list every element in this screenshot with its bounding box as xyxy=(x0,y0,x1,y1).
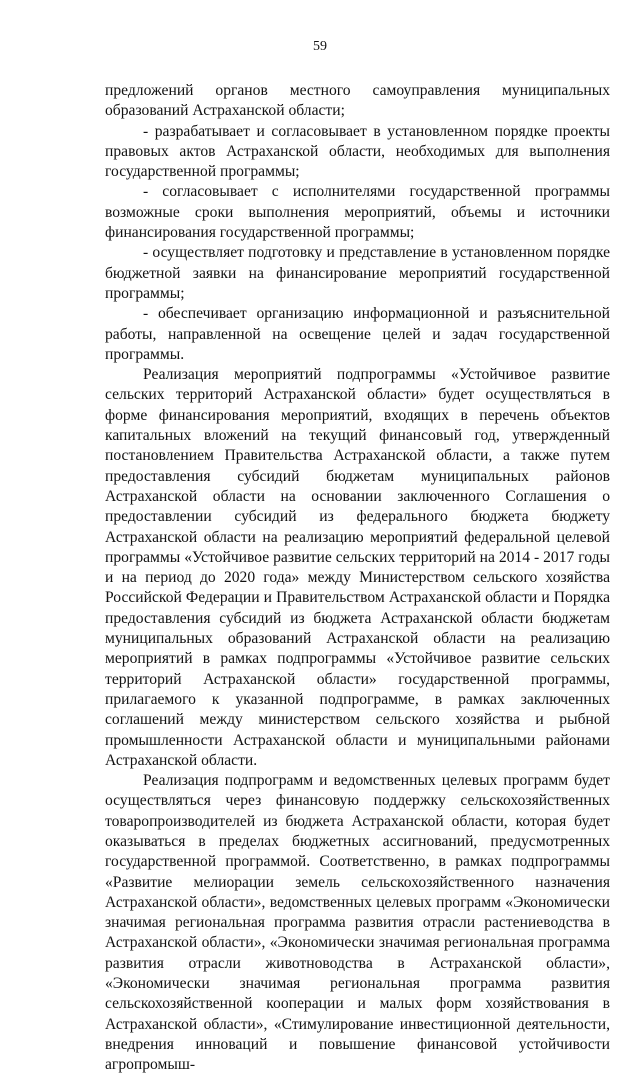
paragraph-list-item-develops-acts: - разрабатывает и согласовывает в установленном порядке проекты правовых актов Астраханской области, необходимых для выполнения государственной программы; xyxy=(105,122,610,181)
paragraph-list-item-agrees-terms: - согласовывает с исполнителями государственной программы возможные сроки выполнения мероприятий, объемы и источники финансирования государственной программы; xyxy=(105,183,610,242)
paragraph-subprograms-implementation: Реализация подпрограмм и ведомственных целевых программ будет осуществляться через финансовую поддержку сельскохозяйственных товаропроизводителей из бюджета Астраханской области, которая будет оказываться в пределах бюджетных ассигнований, предусмотренных государственной программой. Соответственно, в рамках подпрограммы «Развитие мелиорации земель сельскохозяйственного назначения Астраханской области», ведомственных целевых программ «Экономически значимая региональная программа развития отрасли растениеводства в Астраханской области», «Экономически значимая региональная программа развития отрасли животноводства в Астраханской области», «Экономически значимая региональная программа развития сельскохозяйственной кооперации и малых форм хозяйствования в Астраханской области», «Стимулирование инвестиционной деятельности, внедрения инноваций и повышение финансовой устойчивости агропромыш- xyxy=(105,772,610,1074)
document-body xyxy=(105,81,610,1076)
page-number: 59 xyxy=(313,39,327,54)
paragraph-rural-territories: Реализация мероприятий подпрограммы «Устойчивое развитие сельских территорий Астраханской области» будет осуществляться в форме финансирования мероприятий, входящих в перечень объектов капитальных вложений на текущий финансовый год, утвержденный постановлением Правительства Астраханской области, а также путем предоставления субсидий бюджетам муниципальных районов Астраханской области на основании заключенного Соглашения о предоставлении субсидий из федерального бюджета бюджету Астраханской области на реализацию мероприятий федеральной целевой программы «Устойчивое развитие сельских территорий на 2014 - 2017 годы и на период до 2020 года» между Министерством сельского хозяйства Российской Федерации и Правительством Астраханской области и Порядка предоставления субсидий из бюджета Астраханской области бюджетам муниципальных образований Астраханской области на реализацию мероприятий в рамках подпрограммы «Устойчивое развитие сельских территорий Астраханской области» государственной программы, прилагаемого к указанной подпрограмме, в рамках заключенных соглашений между министерством сельского хозяйства и рыбной промышленности Астраханской области и муниципальными районами Астраханской области. xyxy=(105,366,610,769)
paragraph-continuation: предложений органов местного самоуправления муниципальных образований Астраханской области; xyxy=(105,82,610,120)
paragraph-list-item-information-work: - обеспечивает организацию информационной и разъяснительной работы, направленной на освещение целей и задач государственной программы. xyxy=(105,305,610,363)
paragraph-list-item-budget-request: - осуществляет подготовку и представление в установленном порядке бюджетной заявки на финансирование мероприятий государственной программы; xyxy=(105,244,610,302)
